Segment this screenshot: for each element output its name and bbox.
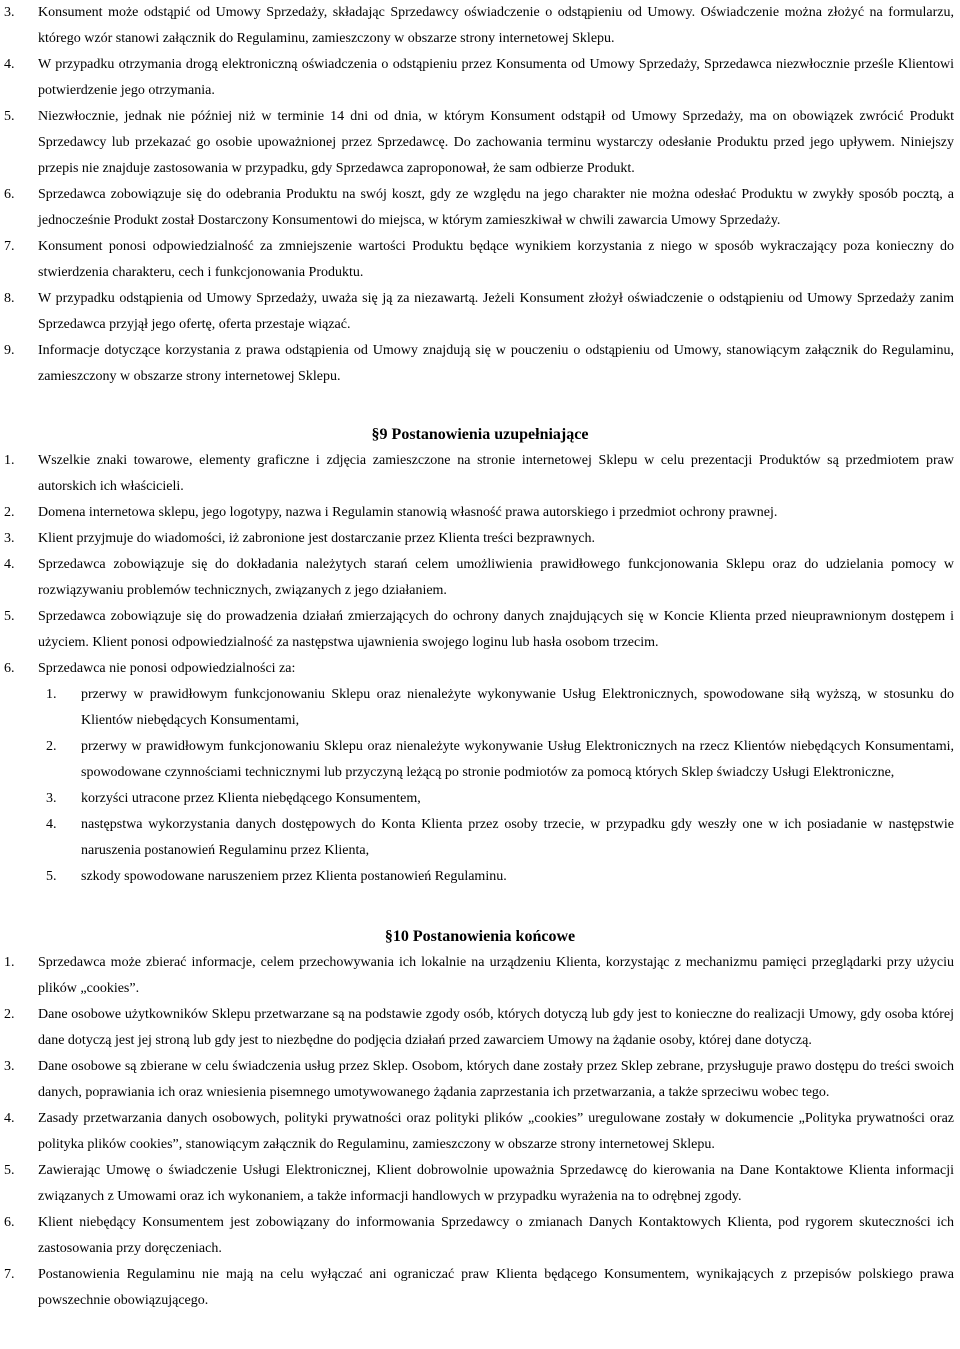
sublist-item bbox=[0, 864, 960, 890]
sublist-item bbox=[0, 812, 960, 864]
item-number: 2. bbox=[4, 505, 15, 520]
item-text: Sprzedawca nie ponosi odpowiedzialności za: bbox=[38, 661, 296, 676]
list-item bbox=[0, 526, 960, 552]
item-text: Sprzedawca zobowiązuje się do dokładania należytych starań celem umożliwienia prawidłowego funkcjonowania Sklepu oraz do udzielania pomocy w rozwiązywaniu problemów technicznych, związanych z jego działaniem. bbox=[38, 557, 954, 598]
item-number: 5. bbox=[4, 609, 15, 624]
item-number: 6. bbox=[4, 1215, 15, 1230]
item-number: 3. bbox=[4, 531, 15, 546]
list-item bbox=[0, 552, 960, 604]
section-10-heading: §10 Postanowienia końcowe bbox=[384, 928, 576, 945]
item-text: Wszelkie znaki towarowe, elementy graficzne i zdjęcia zamieszczone na stronie internetowej Sklepu w celu prezentacji Produktów są przedmiotem praw autorskich ich właścicieli. bbox=[38, 453, 954, 494]
list-item bbox=[0, 1210, 960, 1262]
section-9-list bbox=[0, 448, 960, 682]
subitem-number: 1. bbox=[46, 687, 57, 702]
subitem-text: przerwy w prawidłowym funkcjonowaniu Sklepu oraz nienależyte wykonywanie Usług Elektronicznych na rzecz Klientów niebędących Konsumentami, spowodowane czynnościami technicznymi lub przyczyną leżącą po stronie podmiotów za pomocą których Sklep świadczy Usługi Elektroniczne, bbox=[81, 739, 954, 780]
list-item bbox=[0, 656, 960, 682]
item-text: Sprzedawca zobowiązuje się do prowadzenia działań zmierzających do ochrony danych znajdujących się w Koncie Klienta przed nieuprawnionym dostępem i użyciem. Klient ponosi odpowiedzialność za następstwa ujawnienia swojego loginu lub hasła osobom trzecim. bbox=[38, 609, 954, 650]
item-number: 4. bbox=[4, 1111, 15, 1126]
section-10-list bbox=[0, 950, 960, 1314]
item-number: 9. bbox=[4, 343, 15, 358]
sublist-item bbox=[0, 682, 960, 734]
item-number: 1. bbox=[4, 453, 15, 468]
item-text: Zawierając Umowę o świadczenie Usługi Elektronicznej, Klient dobrowolnie upoważnia Sprzedawcę do kierowania na Dane Kontaktowe Klienta informacji związanych z Umowami oraz ich wykonaniem, a także informacji handlowych w przypadku wyrażenia na to odrębnej zgody. bbox=[38, 1163, 954, 1204]
item-number: 1. bbox=[4, 955, 15, 970]
list-item bbox=[0, 182, 960, 234]
item-text: Dane osobowe są zbierane w celu świadczenia usług przez Sklep. Osobom, których dane zostały przez Sklep zebrane, przysługuje prawo dostępu do treści swoich danych, poprawiania ich oraz wniesienia pisemnego umotywowanego żądania zaprzestania ich przetwarzania, a także sprzeciwu wobec tego. bbox=[38, 1059, 954, 1100]
list-item bbox=[0, 950, 960, 1002]
item-text: Klient niebędący Konsumentem jest zobowiązany do informowania Sprzedawcy o zmianach Danych Kontaktowych Klienta, pod rygorem skuteczności ich zastosowania przy doręczeniach. bbox=[38, 1215, 954, 1256]
item-number: 5. bbox=[4, 1163, 15, 1178]
item-text: Sprzedawca może zbierać informacje, celem przechowywania ich lokalnie na urządzeniu Klienta, korzystając z mechanizmu pamięci przeglądarki przy użyciu plików „cookies”. bbox=[38, 955, 954, 996]
subitem-number: 5. bbox=[46, 869, 57, 884]
item-text: Konsument może odstąpić od Umowy Sprzedaży, składając Sprzedawcy oświadczenie o odstąpieniu od Umowy. Oświadczenie można złożyć na formularzu, którego wzór stanowi załącznik do Regulaminu, zamieszczony w obszarze strony internetowej Sklepu. bbox=[38, 5, 954, 46]
subitem-number: 4. bbox=[46, 817, 57, 832]
section-spacer bbox=[0, 890, 960, 924]
item-number: 6. bbox=[4, 661, 15, 676]
item-text: W przypadku odstąpienia od Umowy Sprzedaży, uważa się ją za niezawartą. Jeżeli Konsument złożył oświadczenie o odstąpieniu od Umowy Sprzedaży zanim Sprzedawca przyjął jego ofertę, oferta przestaje wiązać. bbox=[38, 291, 954, 332]
item-number: 4. bbox=[4, 557, 15, 572]
item-number: 7. bbox=[4, 239, 15, 254]
item-text: Konsument ponosi odpowiedzialność za zmniejszenie wartości Produktu będące wynikiem korzystania z niego w sposób wykraczający poza konieczny do stwierdzenia charakteru, cech i funkcjonowania Produktu. bbox=[38, 239, 954, 280]
section-9-sublist bbox=[0, 682, 960, 890]
item-number: 3. bbox=[4, 1059, 15, 1074]
item-text: Domena internetowa sklepu, jego logotypy, nazwa i Regulamin stanowią własność prawa autorskiego i przedmiot ochrony prawnej. bbox=[38, 505, 778, 520]
item-text: Informacje dotyczące korzystania z prawa odstąpienia od Umowy znajdują się w pouczeniu o odstąpieniu od Umowy, stanowiącym załącznik do Regulaminu, zamieszczony w obszarze strony internetowej Sklepu. bbox=[38, 343, 954, 384]
subitem-text: następstwa wykorzystania danych dostępowych do Konta Klienta przez osoby trzecie, w przypadku gdy weszły one w ich posiadanie w następstwie naruszenia postanowień Regulaminu przez Klienta, bbox=[81, 817, 954, 858]
item-number: 4. bbox=[4, 57, 15, 72]
list-item bbox=[0, 448, 960, 500]
subitem-text: przerwy w prawidłowym funkcjonowaniu Sklepu oraz nienależyte wykonywanie Usług Elektronicznych, spowodowane siłą wyższą, w stosunku do Klientów niebędących Konsumentami, bbox=[81, 687, 954, 728]
item-number: 7. bbox=[4, 1267, 15, 1282]
list-item bbox=[0, 286, 960, 338]
list-item bbox=[0, 0, 960, 52]
item-number: 6. bbox=[4, 187, 15, 202]
sublist-item bbox=[0, 734, 960, 786]
item-text: Zasady przetwarzania danych osobowych, polityki prywatności oraz polityki plików „cookies” uregulowane zostały w dokumencie „Polityka prywatności oraz polityka plików cookies”, stanowiącym załącznik do Regulaminu, zamieszczony w obszarze strony internetowej Sklepu. bbox=[38, 1111, 954, 1152]
list-item bbox=[0, 1054, 960, 1106]
item-number: 3. bbox=[4, 5, 15, 20]
list-item bbox=[0, 500, 960, 526]
section-spacer bbox=[0, 390, 960, 422]
subitem-number: 2. bbox=[46, 739, 57, 754]
list-item bbox=[0, 338, 960, 390]
item-text: Sprzedawca zobowiązuje się do odebrania Produktu na swój koszt, gdy ze względu na jego charakter nie można odesłać Produktu w zwykły sposób pocztą, a jednocześnie Produkt został Dostarczony Konsumentowi do miejsca, w którym zamieszkiwał w chwili zawarcia Umowy Sprzedaży. bbox=[38, 187, 954, 228]
sublist-item bbox=[0, 786, 960, 812]
list-item bbox=[0, 1262, 960, 1314]
list-item bbox=[0, 104, 960, 182]
item-text: Postanowienia Regulaminu nie mają na celu wyłączać ani ograniczać praw Klienta będącego Konsumentem, wynikających z przepisów polskiego prawa powszechnie obowiązującego. bbox=[38, 1267, 954, 1308]
list-item bbox=[0, 1158, 960, 1210]
list-item bbox=[0, 604, 960, 656]
list-item bbox=[0, 1002, 960, 1054]
item-text: Niezwłocznie, jednak nie później niż w terminie 14 dni od dnia, w którym Konsument odstąpił od Umowy Sprzedaży, ma on obowiązek zwrócić Produkt Sprzedawcy lub przekazać go osobie upoważnionej przez Sprzedawcę. Do zachowania terminu wystarczy odesłanie Produktu przed jego upływem. Niniejszy przepis nie znajduje zastosowania w przypadku, gdy Sprzedawca zaproponował, że sam odbierze Produkt. bbox=[38, 109, 954, 176]
list-item bbox=[0, 1106, 960, 1158]
item-text: Dane osobowe użytkowników Sklepu przetwarzane są na podstawie zgody osób, których dotyczą lub gdy jest to konieczne do realizacji Umowy, gdy osoba której dane dotyczą jest jej stroną lub gdy jest to niezbędne do podjęcia działań przed zawarciem Umowy na żądanie osoby, której dane dotyczą. bbox=[38, 1007, 954, 1048]
list-item bbox=[0, 234, 960, 286]
item-text: Klient przyjmuje do wiadomości, iż zabronione jest dostarczanie przez Klienta treści bezprawnych. bbox=[38, 531, 596, 546]
subitem-text: korzyści utracone przez Klienta niebędącego Konsumentem, bbox=[81, 791, 421, 806]
list-item bbox=[0, 52, 960, 104]
item-text: W przypadku otrzymania drogą elektroniczną oświadczenia o odstąpieniu przez Konsumenta od Umowy Sprzedaży, Sprzedawca niezwłocznie prześle Klientowi potwierdzenie jego otrzymania. bbox=[38, 57, 954, 98]
previous-section-list bbox=[0, 0, 960, 390]
item-number: 5. bbox=[4, 109, 15, 124]
item-number: 2. bbox=[4, 1007, 15, 1022]
item-number: 8. bbox=[4, 291, 15, 306]
section-9-heading: §9 Postanowienia uzupełniające bbox=[371, 426, 589, 443]
subitem-text: szkody spowodowane naruszeniem przez Klienta postanowień Regulaminu. bbox=[81, 869, 507, 884]
subitem-number: 3. bbox=[46, 791, 57, 806]
